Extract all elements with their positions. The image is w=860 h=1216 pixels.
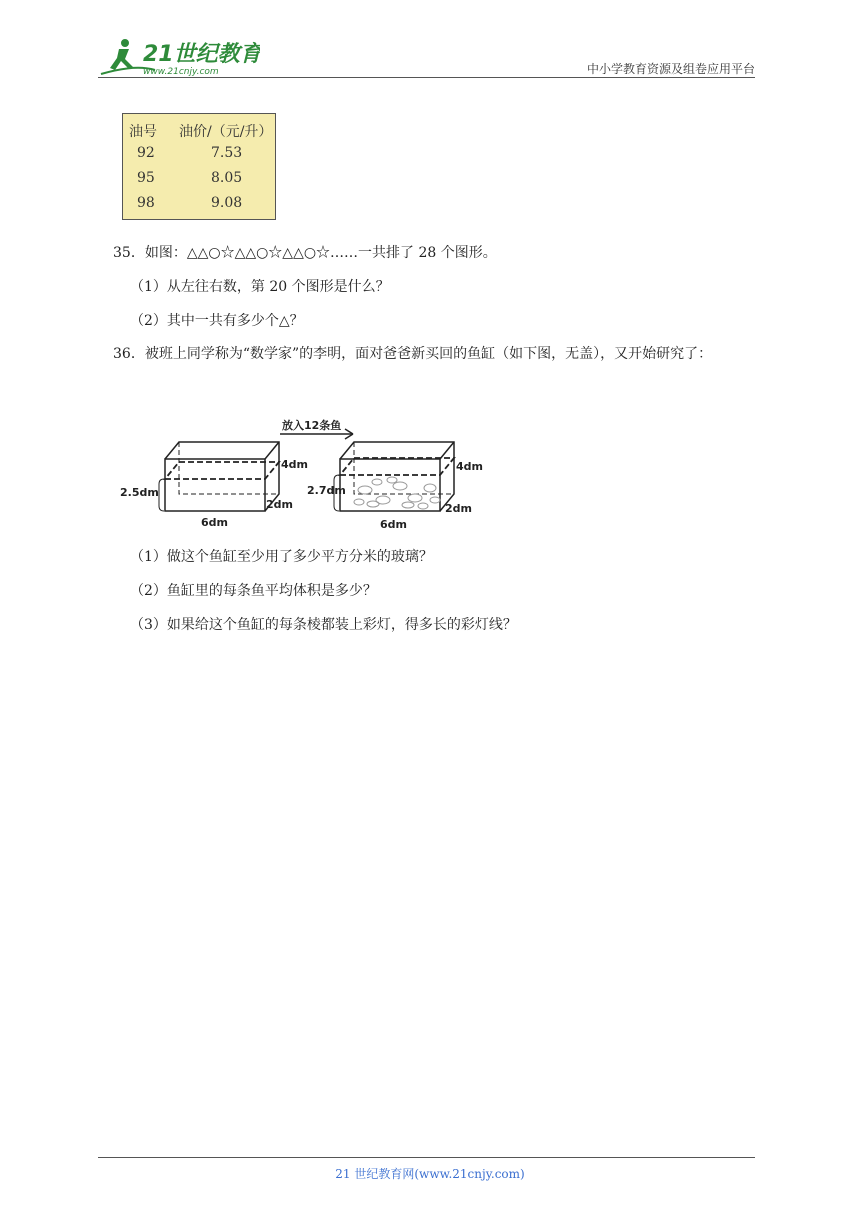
- footer-divider: [98, 1157, 755, 1158]
- table-header-grade: 油号: [129, 124, 157, 140]
- right-tank: [340, 442, 454, 511]
- question-36-stem: 36．被班上同学称为“数学家”的李明，面对爸爸新买回的鱼缸（如下图，无盖），又开始研究了：: [113, 346, 713, 362]
- question-35-part-1: （1）从左往右数，第 20 个图形是什么？: [130, 279, 390, 295]
- question-36-part-2: （2）鱼缸里的每条鱼平均体积是多少？: [130, 583, 377, 599]
- question-36-part-3: （3）如果给这个鱼缸的每条棱都装上彩灯，得多长的彩灯线？: [130, 617, 517, 633]
- price-cell: 9.08: [211, 195, 243, 211]
- logo-text: 21世纪教育: [143, 42, 260, 67]
- oil-price-table: [122, 113, 276, 220]
- question-36-part-1: （1）做这个鱼缸至少用了多少平方分米的玻璃？: [130, 549, 433, 565]
- right-length-label: 6dm: [380, 518, 407, 531]
- footer-link[interactable]: 21 世纪教育网(www.21cnjy.com): [335, 1167, 525, 1181]
- left-water-label: 2.5dm: [120, 486, 159, 499]
- right-height-label: 4dm: [456, 460, 483, 473]
- left-tank: [165, 442, 279, 511]
- platform-name: 中小学教育资源及组卷应用平台: [586, 62, 755, 76]
- table-header-price: 油价/（元/升）: [179, 124, 273, 140]
- header-divider: [98, 77, 755, 78]
- price-cell: 8.05: [211, 170, 243, 186]
- grade-cell: 95: [137, 170, 155, 186]
- fish-icon: [354, 477, 440, 509]
- price-cell: 7.53: [211, 145, 243, 161]
- right-water-label: 2.7dm: [307, 484, 346, 497]
- left-water-brace: [159, 479, 164, 511]
- logo-url: www.21cnjy.com: [143, 67, 219, 77]
- left-width-label: 2dm: [266, 498, 293, 511]
- grade-cell: 98: [137, 195, 155, 211]
- site-logo: [95, 34, 260, 80]
- question-35-part-2: （2）其中一共有多少个△？: [130, 313, 304, 329]
- left-height-label: 4dm: [281, 458, 308, 471]
- question-35-stem: 35．如图：△△○☆△△○☆△△○☆……一共排了 28 个图形。: [113, 245, 497, 261]
- grade-cell: 92: [137, 145, 155, 161]
- right-width-label: 2dm: [445, 502, 472, 515]
- left-length-label: 6dm: [201, 516, 228, 529]
- fish-tank-figure: [115, 412, 490, 532]
- arrow-label: 放入12条鱼: [282, 419, 342, 432]
